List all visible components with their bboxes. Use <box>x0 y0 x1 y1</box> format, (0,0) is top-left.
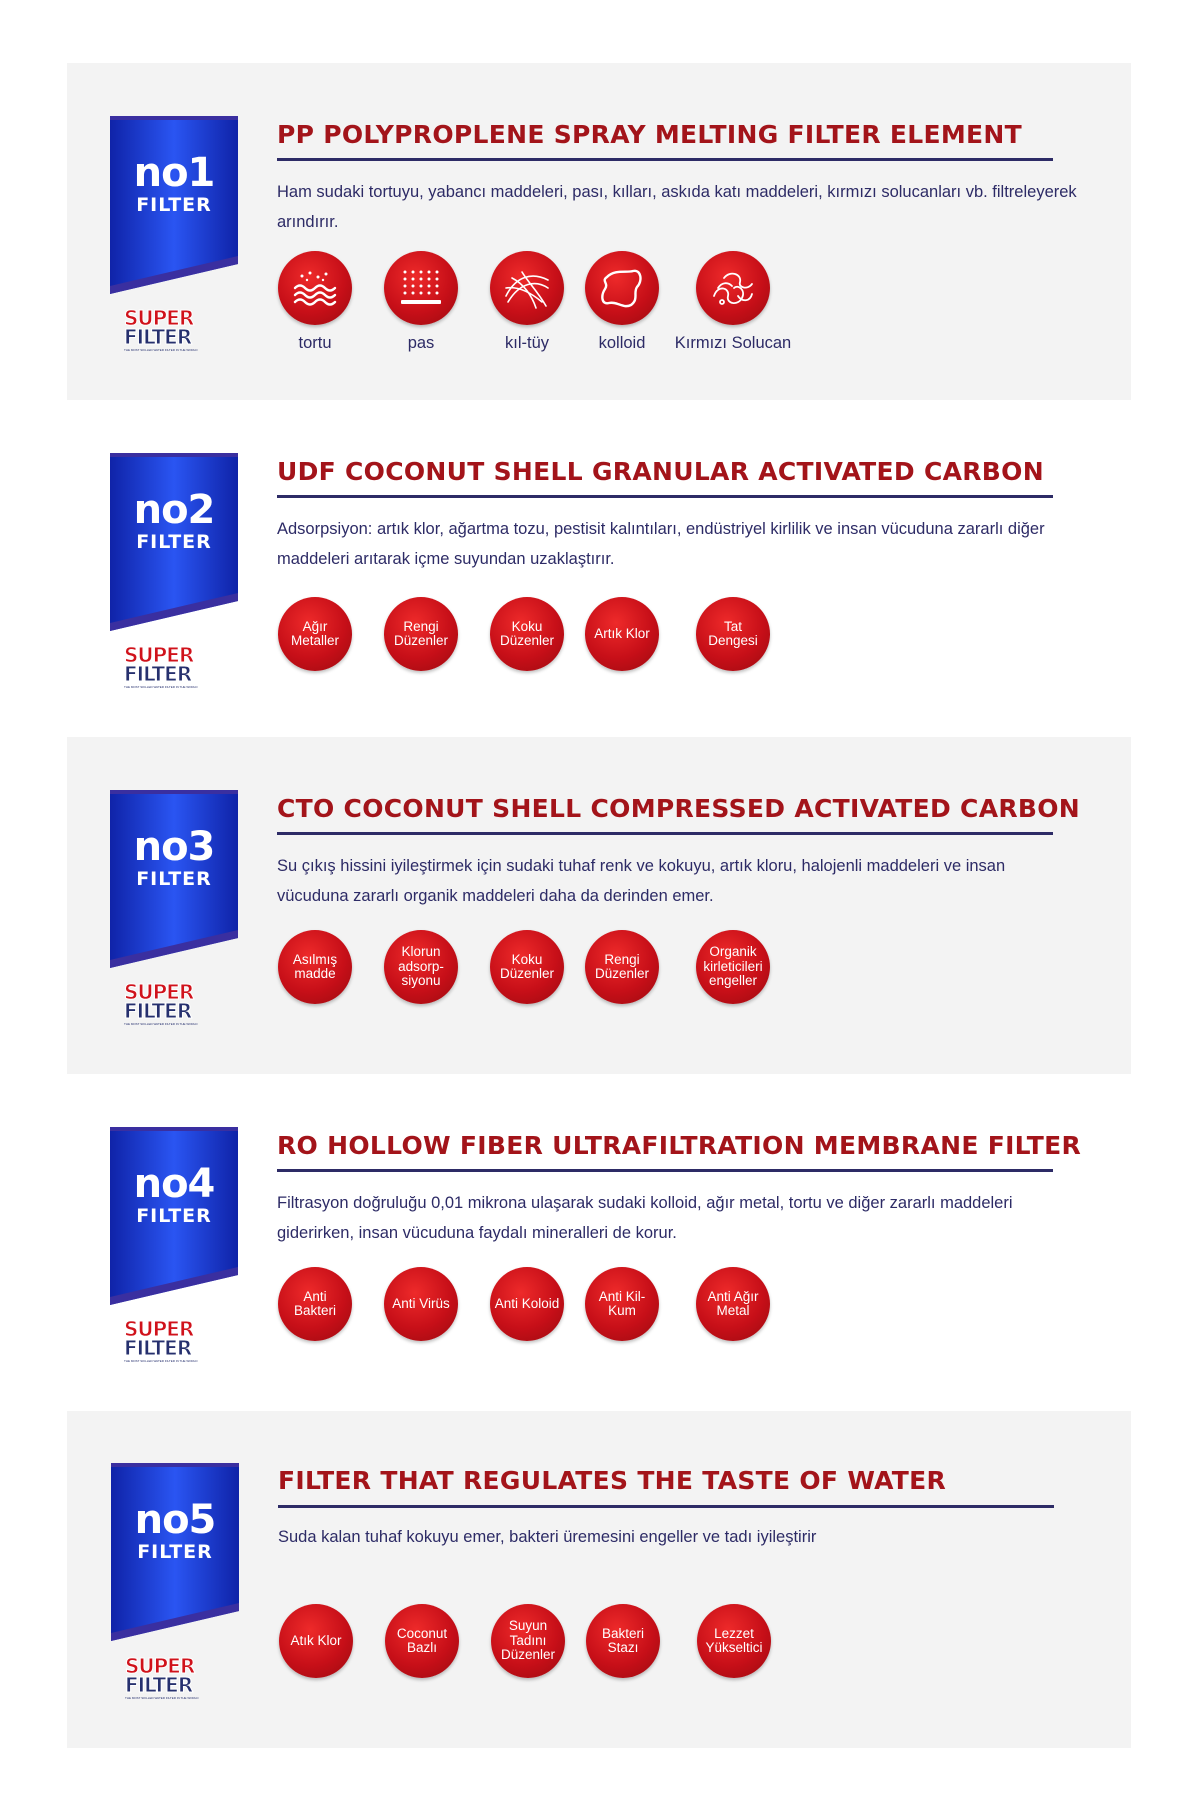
filter-panel-3 <box>67 737 1131 1074</box>
super-filter-logo: SUPER FILTER THE MOST SKILLED WATER FILTER IN THE WORLD <box>124 306 198 352</box>
icon-label: kolloid <box>598 334 646 352</box>
benefit-badge: Bakteri Stazı <box>586 1604 660 1678</box>
benefit-badge: Organik kirleticileri engeller <box>696 930 770 1004</box>
filter-title: PP POLYPROPLENE SPRAY MELTING FILTER ELEMENT <box>277 120 1022 149</box>
rust-dots-icon <box>384 251 458 325</box>
benefit-badge: Anti Kil-Kum <box>585 1267 659 1341</box>
filter-word: FILTER <box>136 531 212 553</box>
title-divider <box>277 832 1053 835</box>
title-divider <box>277 158 1053 161</box>
benefit-badge: Anti Virüs <box>384 1267 458 1341</box>
title-divider <box>277 495 1053 498</box>
filter-description: Su çıkış hissini iyileştirmek için sudaki tuhaf renk ve kokuyu, artık kloru, halojenli maddeleri ve insan vücuduna zararlı organik maddeleri daha da derinden emer. <box>277 857 1006 905</box>
benefit-badge: Rengi Düzenler <box>585 930 659 1004</box>
benefit-badge: Anti Ağır Metal <box>696 1267 770 1341</box>
red-worm-icon <box>696 251 770 325</box>
benefit-badge: Anti Koloid <box>490 1267 564 1341</box>
icon-label: kıl-tüy <box>504 334 549 352</box>
super-filter-logo: SUPER FILTER THE MOST SKILLED WATER FILTER IN THE WORLD <box>124 643 198 689</box>
hair-fibers-icon <box>490 251 564 325</box>
icon-label: Kırmızı Solucan <box>674 334 792 352</box>
filter-word: FILTER <box>136 1205 212 1227</box>
filter-title: RO HOLLOW FIBER ULTRAFILTRATION MEMBRANE FILTER <box>277 1131 1082 1160</box>
filter-number: no1 <box>133 150 215 196</box>
super-filter-logo: SUPER FILTER THE MOST SKILLED WATER FILTER IN THE WORLD <box>124 1317 198 1363</box>
benefit-badge: Artık Klor <box>585 597 659 671</box>
filter-badge-banner <box>110 116 238 294</box>
benefit-badge: Klorun adsorp-siyonu <box>384 930 458 1004</box>
colloid-blob-icon <box>585 251 659 325</box>
icon-label: pas <box>407 334 435 352</box>
benefit-badge: Suyun Tadını Düzenler <box>491 1604 565 1678</box>
benefit-badge: Koku Düzenler <box>490 597 564 671</box>
filter-title: UDF COCONUT SHELL GRANULAR ACTIVATED CARBON <box>277 457 1044 486</box>
title-divider <box>278 1505 1054 1508</box>
super-filter-logo: SUPER FILTER THE MOST SKILLED WATER FILTER IN THE WORLD <box>125 1654 199 1700</box>
filter-number: no3 <box>133 824 215 870</box>
benefit-badge: Lezzet Yükseltici <box>697 1604 771 1678</box>
filter-title: CTO COCONUT SHELL COMPRESSED ACTIVATED CARBON <box>277 794 1081 823</box>
super-filter-logo: SUPER FILTER THE MOST SKILLED WATER FILTER IN THE WORLD <box>124 980 198 1026</box>
filter-title: FILTER THAT REGULATES THE TASTE OF WATER <box>278 1466 947 1495</box>
filter-panel-1 <box>67 63 1131 400</box>
filter-description: Ham sudaki tortuyu, yabancı maddeleri, pası, kılları, askıda katı maddeleri, kırmızı solucanları vb. filtreleyerek arındırır. <box>277 183 1077 231</box>
filter-word: FILTER <box>137 1541 213 1563</box>
benefit-badge: Koku Düzenler <box>490 930 564 1004</box>
filter-badge-banner <box>110 453 238 631</box>
filter-description: Adsorpsiyon: artık klor, ağartma tozu, pestisit kalıntıları, endüstriyel kirlilik ve insan vücuduna zararlı diğer maddeleri arıtarak içme suyundan uzaklaştırır. <box>277 520 1045 568</box>
title-divider <box>277 1169 1053 1172</box>
benefit-badge: Coconut Bazlı <box>385 1604 459 1678</box>
filter-badge-banner <box>110 1127 238 1305</box>
benefit-badge: Rengi Düzenler <box>384 597 458 671</box>
benefit-badge: Ağır Metaller <box>278 597 352 671</box>
filter-panel-2 <box>67 400 1131 737</box>
filter-description: Filtrasyon doğruluğu 0,01 mikrona ulaşarak sudaki kolloid, ağır metal, tortu ve diğer zararlı maddeleri giderirken, insan vücuduna faydalı mineralleri de korur. <box>277 1194 1013 1242</box>
benefit-badge: Anti Bakteri <box>278 1267 352 1341</box>
benefit-badge: Tat Dengesi <box>696 597 770 671</box>
filter-description: Suda kalan tuhaf kokuyu emer, bakteri üremesini engeller ve tadı iyileştirir <box>278 1528 817 1546</box>
filter-badge-banner <box>110 790 238 968</box>
filter-number: no5 <box>134 1497 216 1543</box>
filter-panel-4 <box>67 1074 1131 1411</box>
filter-badge-banner <box>111 1463 239 1641</box>
filter-number: no4 <box>133 1161 215 1207</box>
benefit-badge: Atık Klor <box>279 1604 353 1678</box>
filter-number: no2 <box>133 487 215 533</box>
sediment-waves-icon <box>278 251 352 325</box>
benefit-badge: Asılmış madde <box>278 930 352 1004</box>
filter-panel-5 <box>67 1411 1131 1748</box>
filter-word: FILTER <box>136 194 212 216</box>
filter-word: FILTER <box>136 868 212 890</box>
icon-label: tortu <box>298 334 332 352</box>
